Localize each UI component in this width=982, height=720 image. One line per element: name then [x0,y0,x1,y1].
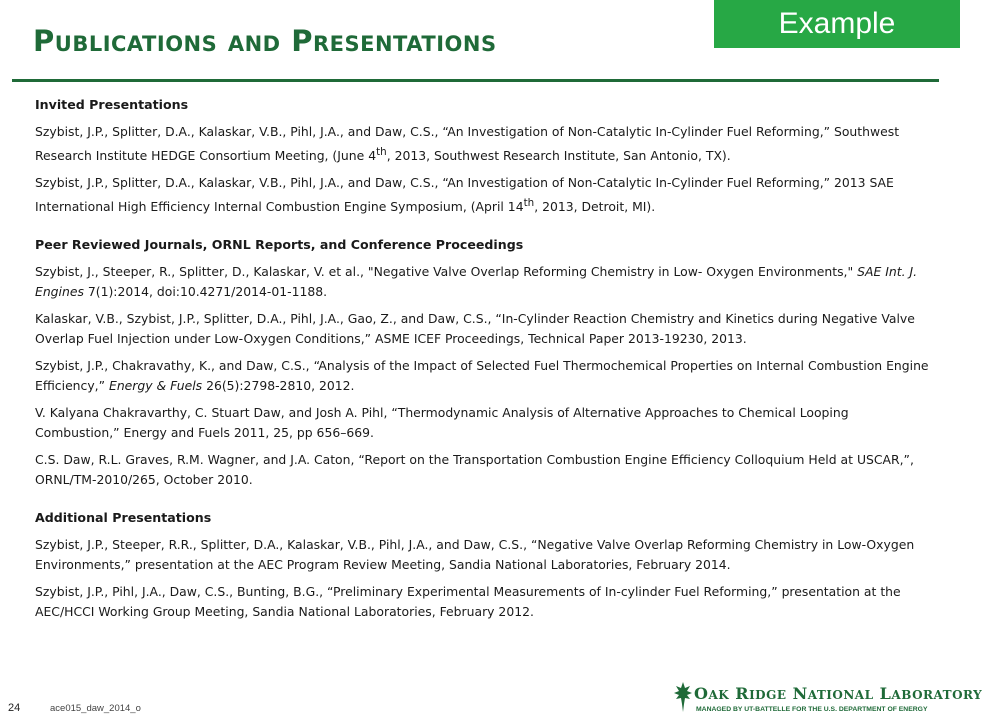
citation-text: , 2013, Detroit, MI). [534,199,656,215]
page-number: 24 [8,702,21,714]
citation-text: Szybist, J.P., Splitter, D.A., Kalaskar, V.B., Pihl, J.A., and Daw, C.S., “An Investigation of Non-Catalytic In-Cylinder Fuel Reforming,” Southwest Research Institute HEDGE Consortium Meeting, (June 4 [35,124,900,164]
citation-text: , 2013, Southwest Research Institute, San Antonio, TX). [386,148,731,164]
section-heading: Invited Presentations [35,97,189,112]
citation-superscript: th [376,146,387,158]
title-initial: P [291,24,313,58]
citation-journal: SAE Int. J. Engines [35,264,918,300]
citation-text: C.S. Daw, R.L. Graves, R.M. Wagner, and J.A. Caton, “Report on the Transportation Combustion Engine Efficiency Colloquium Held at USCAR,”, ORNL/TM-2010/265, October 2010. [35,452,914,488]
title-word: RESENTATIONS [313,32,497,56]
citation [35,122,935,166]
citation-text: Kalaskar, V.B., Szybist, J.P., Splitter, D.A., Pihl, J.A., Gao, Z., and Daw, C.S., “In-Cylinder Reaction Chemistry and Kinetics during Negative Valve Overlap Fuel Injection under Low-Oxygen Conditions,” ASME ICEF Proceedings, Technical Paper 2013-19230, 2013. [35,311,915,347]
citation [35,582,935,622]
publication-section [35,95,935,217]
citation [35,403,935,443]
publication-section [35,508,935,622]
ornl-logo [672,680,982,718]
logo-tagline: MANAGED BY UT-BATTELLE FOR THE U.S. DEPARTMENT OF ENERGY [696,706,928,713]
citation-text: Szybist, J.P., Pihl, J.A., Daw, C.S., Bunting, B.G., “Preliminary Experimental Measurements of In-cylinder Fuel Reforming,” presentation at the AEC/HCCI Working Group Meeting, Sandia National Laboratories, February 2012. [35,584,901,620]
leaf-icon [672,680,694,714]
citation [35,356,935,396]
title-divider [12,79,939,82]
citation-text: Szybist, J., Steeper, R., Splitter, D., Kalaskar, V. et al., "Negative Valve Overlap Reforming Chemistry in Low- Oxygen Environments," [35,264,858,280]
citation [35,450,935,490]
citation-text: Szybist, J.P., Splitter, D.A., Kalaskar, V.B., Pihl, J.A., and Daw, C.S., “An Investigation of Non-Catalytic In-Cylinder Fuel Reforming,” 2013 SAE International High Efficiency Internal Combustion Engine Symposium, (April 14 [35,175,894,215]
title-initial: P [33,24,55,58]
citation-text: V. Kalyana Chakravarthy, C. Stuart Daw, and Josh A. Pihl, “Thermodynamic Analysis of Alternative Approaches to Chemical Looping Combustion,” Energy and Fuels 2011, 25, pp 656–669. [35,405,849,441]
logo-wordmark: OAK RIDGE NATIONAL LABORATORY [694,684,982,703]
citation [35,262,935,302]
citation [35,535,935,575]
section-heading: Peer Reviewed Journals, ORNL Reports, and Conference Proceedings [35,237,524,253]
citation [35,309,935,349]
title-word: UBLICATIONS [54,32,218,56]
citation-text: 7(1):2014, doi:10.4271/2014-01-1188. [83,284,328,300]
citation-text: Szybist, J.P., Steeper, R.R., Splitter, D.A., Kalaskar, V.B., Pihl, J.A., and Daw, C.S., “Negative Valve Overlap Reforming Chemistry in Low-Oxygen Environments,” presentation at the AEC Program Review Meeting, Sandia National Laboratories, February 2014. [35,537,915,573]
citation-journal: Energy & Fuels [108,378,203,394]
citation-superscript: th [523,197,535,210]
citation-text: 26(5):2798-2810, 2012. [202,378,355,394]
citation-text: Szybist, J.P., Chakravathy, K., and Daw, C.S., “Analysis of the Impact of Selected Fuel Thermochemical Properties on Internal Combustion Engine Efficiency,” [35,358,929,394]
citation [35,173,935,217]
publications-list [35,95,935,629]
slide-code: ace015_daw_2014_o [50,703,141,714]
title-word: AND [227,32,281,56]
page-title [33,24,497,58]
publication-section [35,235,935,490]
section-heading: Additional Presentations [35,510,212,526]
example-badge: Example [714,0,960,48]
